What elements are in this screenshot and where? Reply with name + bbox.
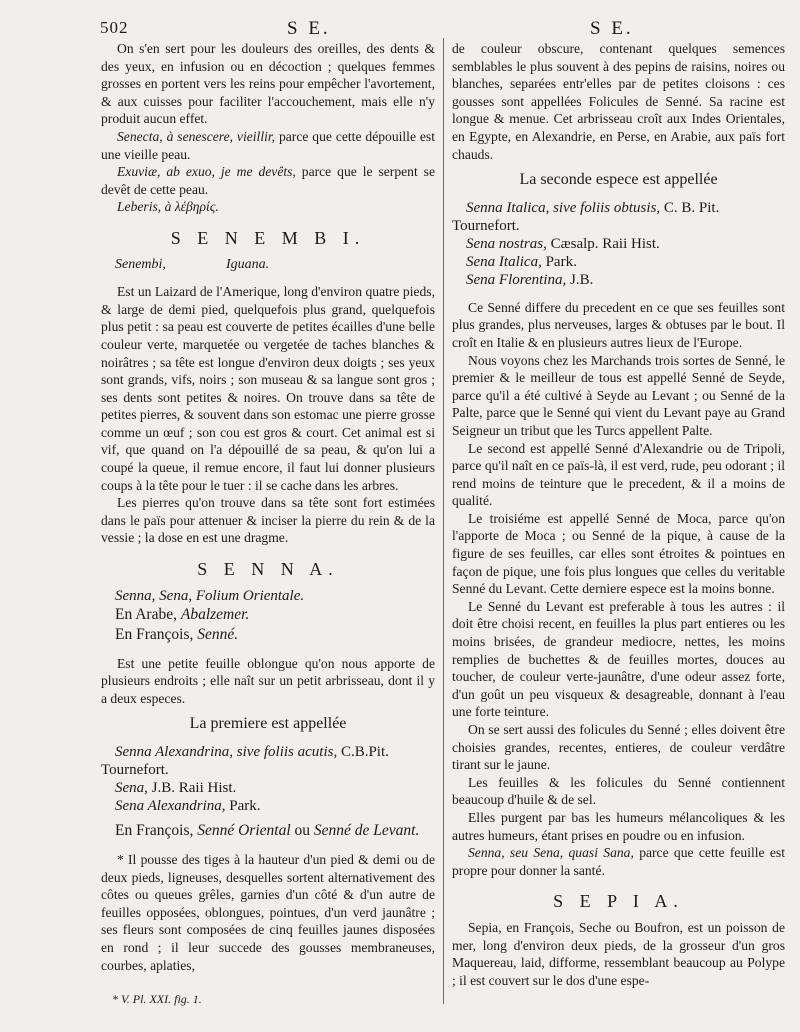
- page-number: 502: [100, 18, 129, 37]
- paragraph: Le second est appellé Senné d'Alexandrie ou de Tripoli, parce qu'il naît en ce païs-là, il est verd, rude, peu odorant ; il rend moins de teinture que le precedent, & il a moins de qualité.: [452, 440, 785, 509]
- paragraph: Nous voyons chez les Marchands trois sortes de Senné, le premier & le meilleur de tous est appellé Senné de Seyde, parce qu'il a été cultivé à Seyde au Levant ; ou Senné de la Palte, parce que le Senné qui vient du Levant paye au Grand Seigneur un tribut que les Turcs appellent Palte.: [452, 352, 785, 438]
- synonym-line: Senna Alexandrina, sive foliis acutis, C.B.Pit.: [115, 744, 389, 760]
- entry-heading-sepia: S E P I A.: [553, 891, 684, 912]
- paragraph: Les feuilles & les folicules du Senné contiennent beaucoup d'huile & de sel.: [452, 774, 785, 808]
- synonym-line: Sena Florentina, J.B.: [466, 271, 594, 288]
- paragraph: Le troisiéme est appellé Senné de Moca, parce qu'on l'apporte de Moca ; ou Senné de la pique, à cause de la figure de ses feuilles, car elles sont étroites & pointues en façon de pique, une fois plus longues que celles du veritable Senné du Levant. Cette derniere espece est la moins bonne.: [452, 510, 785, 597]
- subheading-seconde: La seconde espece est appellée: [519, 171, 718, 189]
- entry-heading-senna: S E N N A.: [197, 559, 339, 580]
- left-column: [101, 40, 435, 974]
- paragraph: Senna, seu Sena, quasi Sana, parce que cette feuille est propre pour donner la santé.: [452, 845, 785, 878]
- paragraph-etymology: Exuviæ, ab exuo, je me devêts, parce que le serpent se devêt de cette peau.: [101, 164, 435, 197]
- paragraph: Le Senné du Levant est preferable à tous les autres : il doit être choisi recent, en feuilles la plus part entieres ou les moins brisées, de grandeur mediocre, nettes, les moins remplies de buchettes & de feuilles mortes, douces au toucher, de couleur verte-jaunâtre, d'une odeur assez forte, d'un goût un peu visqueux & desagreable, donnant à l'eau une forte teinture.: [452, 598, 785, 720]
- paragraph: Sepia, en François, Seche ou Boufron, est un poisson de mer, long d'environ deux pieds, de la grosseur d'un gros Maquereau, laid, difforme, ressemblant beaucoup au Polype ; il est couvert sur le dos d'une espe-: [452, 919, 785, 988]
- french-name: En François, Senné.: [115, 625, 239, 643]
- running-head-right: S E.: [590, 18, 634, 39]
- synonym-line: Sena, J.B. Raii Hist.: [115, 780, 237, 796]
- synonym-line: Sena Alexandrina, Park.: [115, 798, 261, 814]
- footnote: * V. Pl. XXI. fig. 1.: [112, 992, 202, 1006]
- synonyms-senna: Senna, Sena, Folium Orientale.: [115, 587, 305, 604]
- paragraph: On s'en sert pour les douleurs des oreilles, des dents & des yeux, en infusion ou en décoction ; quelques femmes grosses en portent vers les reins pour empêcher l'avortement, & aux cuisses pour faciliter l'accouchement, mais elle n'y produit aucun effet.: [101, 41, 435, 127]
- paragraph: Les pierres qu'on trouve dans sa tête sont fort estimées dans le païs pour attenuer & inciser la pierre du rein & de la vessie ; la dose en est une dragme.: [101, 495, 435, 546]
- column-divider: [443, 38, 444, 1004]
- paragraph: de couleur obscure, contenant quelques semences semblables le plus souvent à des pepins de raisins, noires ou blanches, separées entr'elles par de petites cloisons : ces gousses sont appellées Folicules de Senné. Sa racine est longue & menue. Cet arbrisseau croît aux Indes Orientales, en Egypte, en Alexandrie, en Perse, en Arabie, aux païs fort chauds.: [452, 41, 785, 162]
- synonym-line: Sena Italica, Park.: [466, 253, 577, 270]
- synonym-line: Senna Italica, sive foliis obtusis, C. B. Pit.: [466, 199, 720, 216]
- right-column: [452, 40, 785, 989]
- synonym-line: Tournefort.: [101, 762, 169, 778]
- paragraph: * Il pousse des tiges à la hauteur d'un pied & demi ou de deux pieds, ligneuses, desquelles sortent alternativement des côtes ou queues grêles, garnies d'un côté & d'un autre de feuilles opposées, oblongues, pointues, d'un verd jaunâtre ; ses fleurs sont composées de cinq feuilles jaunes disposées en rond ; il leur succede des gousses membraneuses, courbes, aplaties,: [101, 852, 435, 973]
- synonym-line: Tournefort.: [452, 217, 520, 234]
- paragraph: Ce Senné differe du precedent en ce que ses feuilles sont plus grandes, plus nerveuses, larges & obtuses par le bout. Il croît en Italie & en plusieurs autres lieux de l'Europe.: [452, 299, 785, 350]
- french-name: En François, Senné Oriental ou Senné de Levant.: [115, 822, 420, 839]
- paragraph: Elles purgent par bas les humeurs mélancoliques & les autres humeurs, étant prises en poudre ou en infusion.: [452, 809, 785, 843]
- paragraph-etymology: Leberis, à λέβηρίς.: [117, 199, 219, 215]
- synonym-line: Sena nostras, Cæsalp. Raii Hist.: [466, 235, 660, 252]
- synonyms-senembi: Senembi, Iguana.: [115, 256, 270, 272]
- paragraph-etymology: Senecta, à senescere, vieillir, parce que cette dépouille est une vieille peau.: [101, 128, 435, 162]
- subheading-premiere: La premiere est appellée: [189, 715, 347, 733]
- paragraph: On se sert aussi des folicules du Senné ; elles doivent être choisies grandes, recentes, entieres, de couleur verdâtre tirant sur le jaune.: [452, 722, 785, 773]
- entry-heading-senembi: S E N E M B I.: [170, 227, 366, 248]
- paragraph: Est un Laizard de l'Amerique, long d'environ quatre pieds, & large de demi pied, quelquefois plus grand, quelquefois plus petit : sa peau est couverte de petites écailles d'une belle couleur verte, marquetée ou vergetée de taches blanches & noirâtres ; sa tête est longue d'environ deux doigts ; ses yeux sont grands, vifs, noirs ; son museau & sa langue sont gros ; ses dents sont petites & noires. On trouve dans sa tête de petites pierres, & souvent dans son estomac une pierre grosse comme un œuf ; son cou est gros & court. Cet animal est si vif, que quand on l'a dépouillé de sa peau, & qu'on lui a coupé la queue, il remue encore, il faut lui donner plusieurs coups à la tête pour le tuer : il se cache dans les arbres.: [101, 284, 435, 493]
- running-head-left: S E.: [287, 18, 331, 39]
- arabic-name: En Arabe, Abalzemer.: [115, 605, 250, 623]
- paragraph: Est une petite feuille oblongue qu'on nous apporte de plusieurs endroits ; elle naît sur un petit arbrisseau, dont il y a deux especes.: [101, 655, 435, 706]
